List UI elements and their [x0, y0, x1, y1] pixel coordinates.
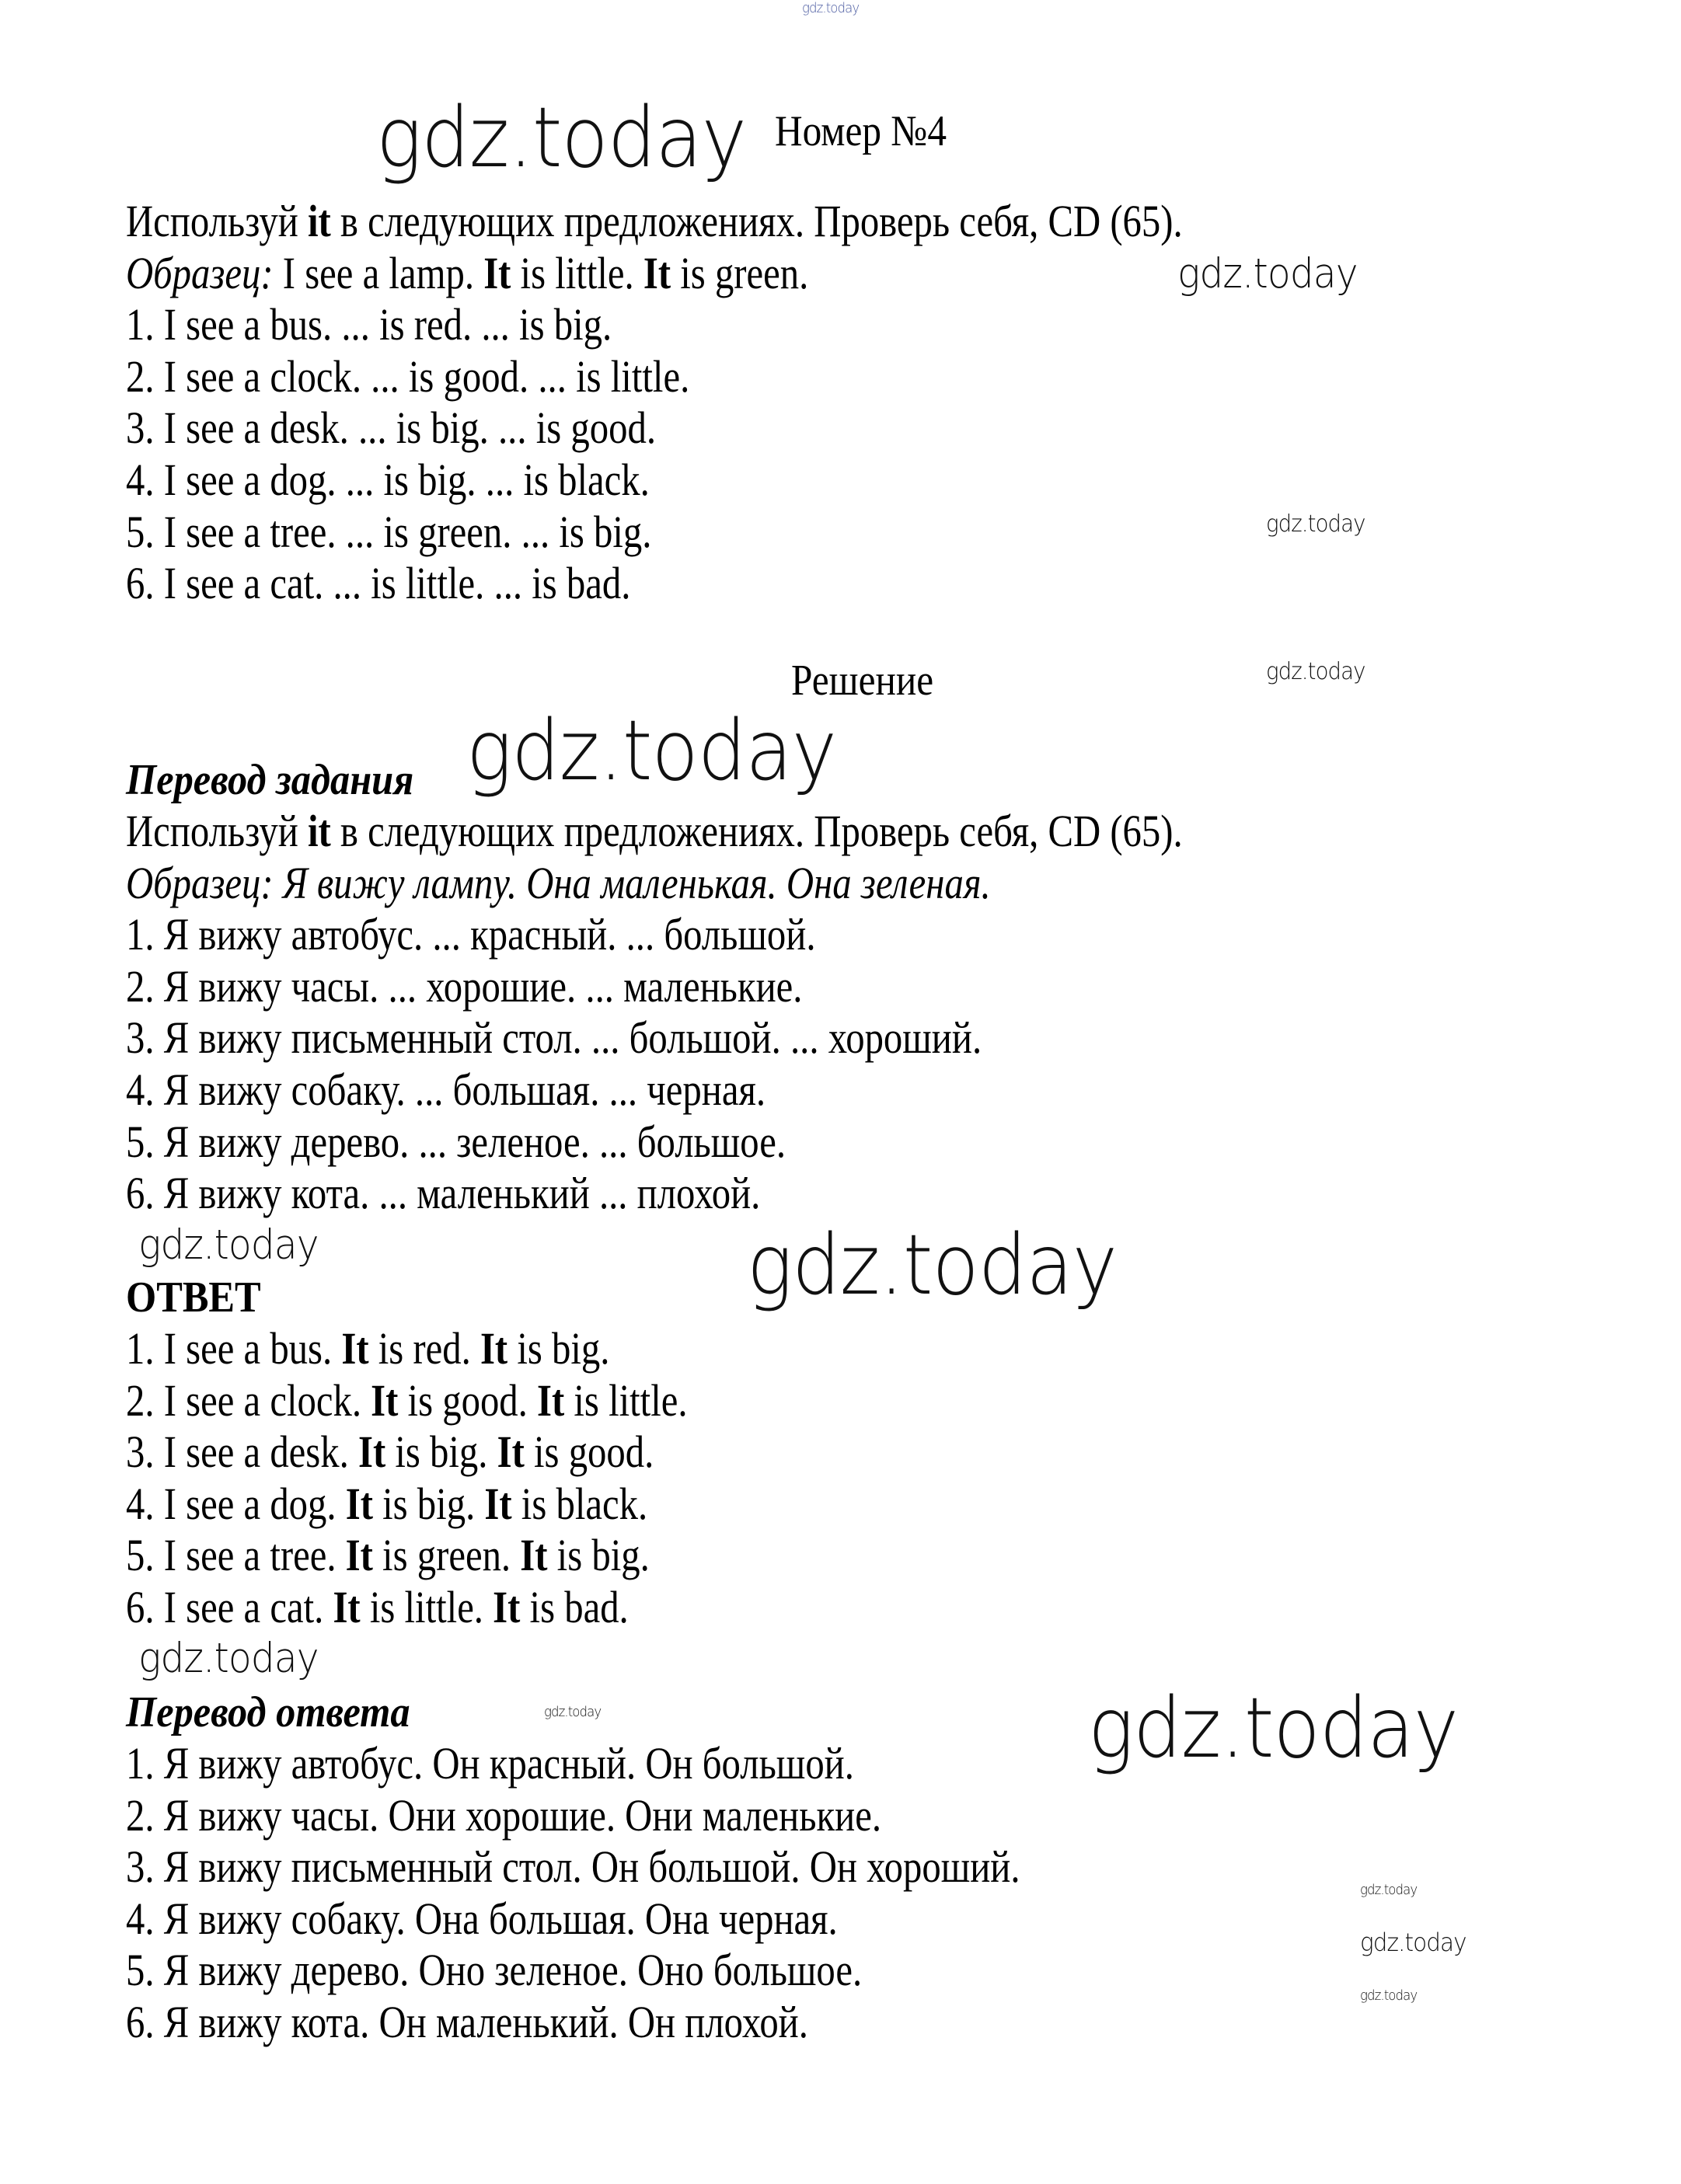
bold-text: It [345, 1530, 373, 1581]
text-line [126, 1530, 688, 1582]
text-segment: is good. [524, 1426, 654, 1478]
bold-text: It [643, 247, 671, 298]
text-segment: 6. I see a cat. [126, 1581, 333, 1632]
text-segment: 1. I see a bus. [126, 1323, 342, 1374]
text-segment: 5. Я вижу дерево. Оно зеленое. Оно большое. [126, 1945, 863, 1996]
bold-text: It [345, 1478, 373, 1529]
text-segment: 2. I see a clock. [126, 1374, 371, 1426]
italic-text: Образец: [126, 247, 274, 298]
text-segment: 6. Я вижу кота. Он маленький. Он плохой. [126, 1996, 808, 2047]
text-segment: 4. I see a dog. [126, 1478, 346, 1529]
text-line [126, 1064, 1183, 1116]
text-segment: 3. Я вижу письменный стол. Он большой. Он хороший. [126, 1841, 1020, 1893]
text-line [126, 1790, 1020, 1842]
bold-text: It [357, 1426, 386, 1478]
text-line [126, 402, 1183, 455]
text-segment: 1. Я вижу автобус. ... красный. ... большой. [126, 909, 816, 960]
text-segment: 3. Я вижу письменный стол. ... большой. ... хороший. [126, 1012, 982, 1064]
text-line [126, 455, 1183, 507]
bold-text: It [493, 1581, 521, 1632]
text-segment: Используй [126, 806, 308, 856]
bold-text: It [484, 1478, 512, 1529]
text-segment: 2. Я вижу часы. ... хорошие. ... маленькие. [126, 960, 803, 1012]
text-segment: is little. [564, 1374, 688, 1426]
text-segment: is big. [547, 1530, 650, 1581]
text-segment: 4. Я вижу собаку. Она большая. Она черная. [126, 1893, 838, 1944]
bold-text: It [341, 1323, 369, 1374]
text-line [126, 1168, 1183, 1220]
text-segment: I see a lamp. [273, 247, 484, 298]
text-line [126, 1945, 1020, 1997]
watermark: gdz.today [747, 1217, 1118, 1314]
text-segment: 6. I see a cat. ... is little. ... is bad. [126, 558, 631, 609]
text-segment: is green. [372, 1530, 521, 1581]
watermark: gdz.today [1266, 658, 1365, 685]
text-line [126, 961, 1183, 1013]
text-line [126, 248, 1183, 300]
watermark: gdz.today [1088, 1681, 1459, 1777]
text-line [126, 1997, 1020, 2049]
text-line [126, 299, 1183, 351]
answer-translation-heading: Перевод ответа [126, 1688, 410, 1736]
text-line [126, 909, 1183, 961]
text-line [126, 1426, 688, 1479]
answer-heading: ОТВЕТ [126, 1273, 261, 1322]
text-segment: 5. I see a tree. ... is green. ... is big. [126, 506, 652, 557]
text-segment: в следующих предложениях. Проверь себя, CD (65). [330, 196, 1183, 246]
text-line [126, 558, 1183, 610]
text-segment: 3. I see a desk. [126, 1426, 358, 1478]
bold-text: It [483, 247, 511, 298]
bold-text: it [307, 806, 331, 856]
text-line [126, 1893, 1020, 1945]
answer-translation-block [126, 1738, 1191, 2049]
text-line [126, 507, 1183, 559]
watermark: gdz.today [1360, 1882, 1418, 1898]
text-segment: 1. I see a bus. ... is red. ... is big. [126, 299, 612, 350]
watermark: gdz.today [1177, 250, 1358, 298]
text-line [126, 196, 1183, 248]
text-segment: is green. [671, 247, 809, 298]
text-segment: 2. Я вижу часы. Они хорошие. Они маленькие. [126, 1789, 882, 1841]
bold-text: It [371, 1374, 399, 1426]
text-segment: 1. Я вижу автобус. Он красный. Он большой. [126, 1738, 854, 1789]
watermark: gdz.today [1360, 1928, 1467, 1957]
solution-heading: Решение [791, 657, 934, 705]
text-segment: is little. [360, 1581, 493, 1632]
text-segment: Используй [126, 196, 308, 246]
bold-text: it [307, 196, 331, 246]
text-line [126, 806, 1183, 858]
text-line [126, 858, 1183, 910]
watermark: gdz.today [1360, 1987, 1418, 2004]
text-segment: is big. [507, 1323, 610, 1374]
text-line [126, 1116, 1183, 1169]
bold-text: It [497, 1426, 525, 1478]
task-translation-heading: Перевод задания [126, 756, 414, 804]
watermark: gdz.today [138, 1221, 319, 1269]
text-segment: is bad. [520, 1581, 629, 1632]
text-segment: 2. I see a clock. ... is good. ... is little. [126, 350, 690, 402]
task-translation-block [126, 806, 1384, 1220]
text-line [126, 1375, 688, 1427]
text-line [126, 1738, 1020, 1790]
text-segment: is black. [511, 1478, 648, 1529]
page-title: Номер №4 [775, 107, 947, 155]
text-segment: is big. [385, 1426, 497, 1478]
bold-text: It [480, 1323, 508, 1374]
text-segment: 6. Я вижу кота. ... маленький ... плохой. [126, 1168, 761, 1219]
text-segment: is red. [368, 1323, 480, 1374]
text-line [126, 1479, 688, 1531]
text-segment: 4. Я вижу собаку. ... большая. ... черная. [126, 1064, 766, 1115]
text-line [126, 1012, 1183, 1064]
watermark: gdz.today [544, 1704, 602, 1720]
watermark: gdz.today [802, 0, 860, 16]
watermark: gdz.today [376, 90, 747, 186]
text-line [126, 1582, 688, 1634]
text-segment: 5. I see a tree. [126, 1530, 346, 1581]
text-line [126, 1841, 1020, 1893]
text-segment: is big. [372, 1478, 485, 1529]
text-segment: в следующих предложениях. Проверь себя, CD (65). [330, 806, 1183, 856]
bold-text: It [537, 1374, 565, 1426]
text-segment: 5. Я вижу дерево. ... зеленое. ... большое. [126, 1116, 786, 1167]
text-line [126, 351, 1183, 403]
bold-text: It [333, 1581, 361, 1632]
text-segment: is good. [398, 1374, 538, 1426]
italic-text: Образец: Я вижу лампу. Она маленькая. Она зеленая. [126, 857, 991, 908]
text-segment: 3. I see a desk. ... is big. ... is good. [126, 402, 657, 454]
text-segment: 4. I see a dog. ... is big. ... is black. [126, 454, 650, 505]
watermark: gdz.today [1266, 510, 1365, 538]
text-line [126, 1323, 688, 1375]
bold-text: It [520, 1530, 548, 1581]
text-segment: is little. [511, 247, 643, 298]
answer-block [126, 1323, 794, 1634]
watermark: gdz.today [466, 703, 837, 799]
watermark: gdz.today [138, 1635, 319, 1682]
